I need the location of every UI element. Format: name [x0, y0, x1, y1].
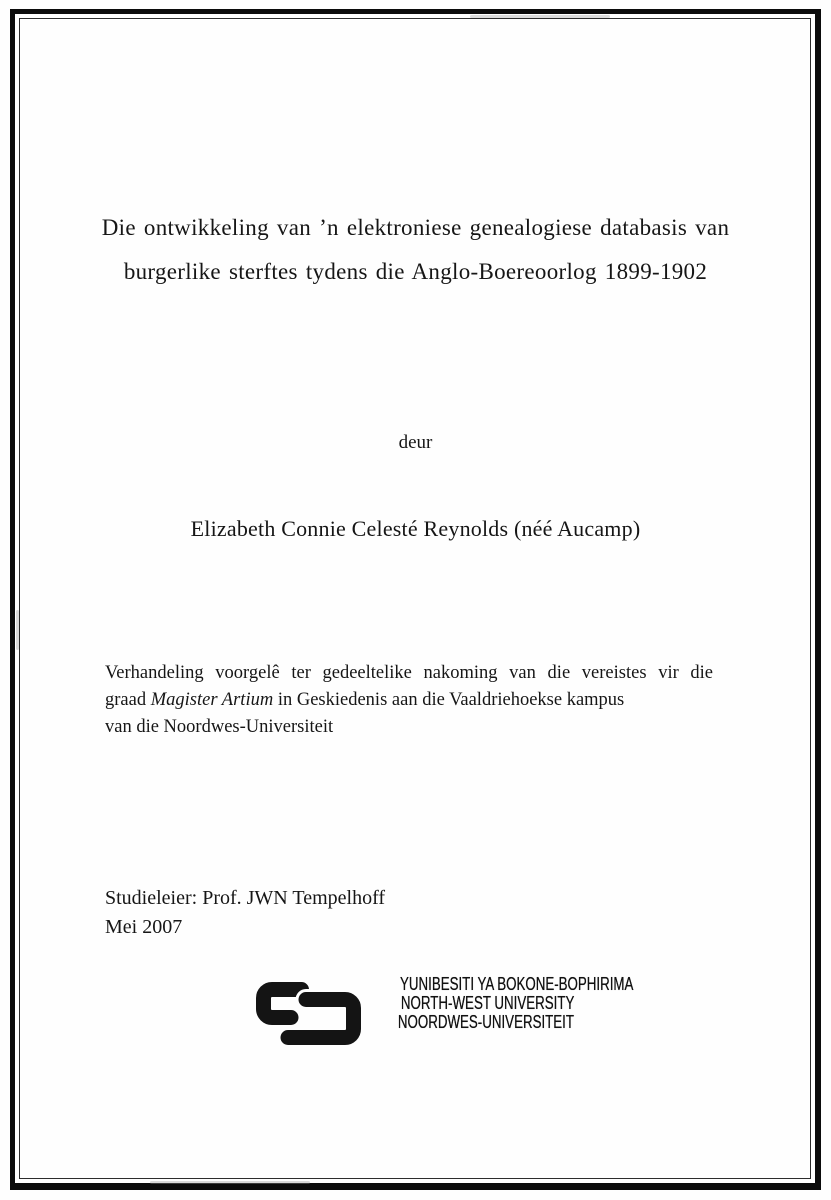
supervisor-line: Studieleier: Prof. JWN Tempelhoff: [105, 887, 386, 909]
degree-name-italic: Magister Artium: [150, 690, 274, 710]
nwu-logo-text: [318, 974, 634, 1032]
degree-statement-line1: Verhandeling voorgelê ter gedeeltelike nakoming van die vereistes vir die: [105, 663, 713, 683]
degree-statement-line2-pre: graad: [105, 690, 151, 710]
scan-artifact: [16, 610, 19, 650]
nwu-logo-line1: [318, 974, 634, 994]
degree-statement-line2: [105, 687, 713, 714]
thesis-title: [60, 206, 771, 294]
nwu-logo-line3-text: NOORDWES-UNIVERSITEIT: [397, 1012, 574, 1032]
date-line: Mei 2007: [105, 915, 183, 938]
scan-artifact: [150, 1181, 310, 1184]
nwu-logo-line1-text: YUNIBESITI YA BOKONE-BOPHIRIMA: [400, 974, 634, 994]
degree-statement: [105, 660, 713, 741]
degree-statement-line2-post: in Geskiedenis aan die Vaaldriehoekse kampus: [273, 690, 625, 710]
author-name: Elizabeth Connie Celesté Reynolds (néé Aucamp): [190, 516, 641, 541]
supervisor-block: [105, 884, 385, 941]
thesis-title-line1: Die ontwikkeling van ’n elektroniese genealogiese databasis van: [101, 215, 730, 240]
nwu-logo-line2-text: NORTH-WEST UNIVERSITY: [400, 993, 574, 1013]
scan-artifact: [470, 15, 610, 18]
byline-deur: deur: [398, 432, 433, 453]
nwu-logo: [256, 974, 634, 1055]
degree-statement-line3: van die Noordwes-Universiteit: [105, 717, 334, 737]
nwu-logo-line3: [318, 1013, 574, 1032]
thesis-title-line2: burgerlike sterftes tydens die Anglo-Boereoorlog 1899-1902: [123, 259, 708, 284]
nwu-logo-line2: [318, 994, 574, 1013]
